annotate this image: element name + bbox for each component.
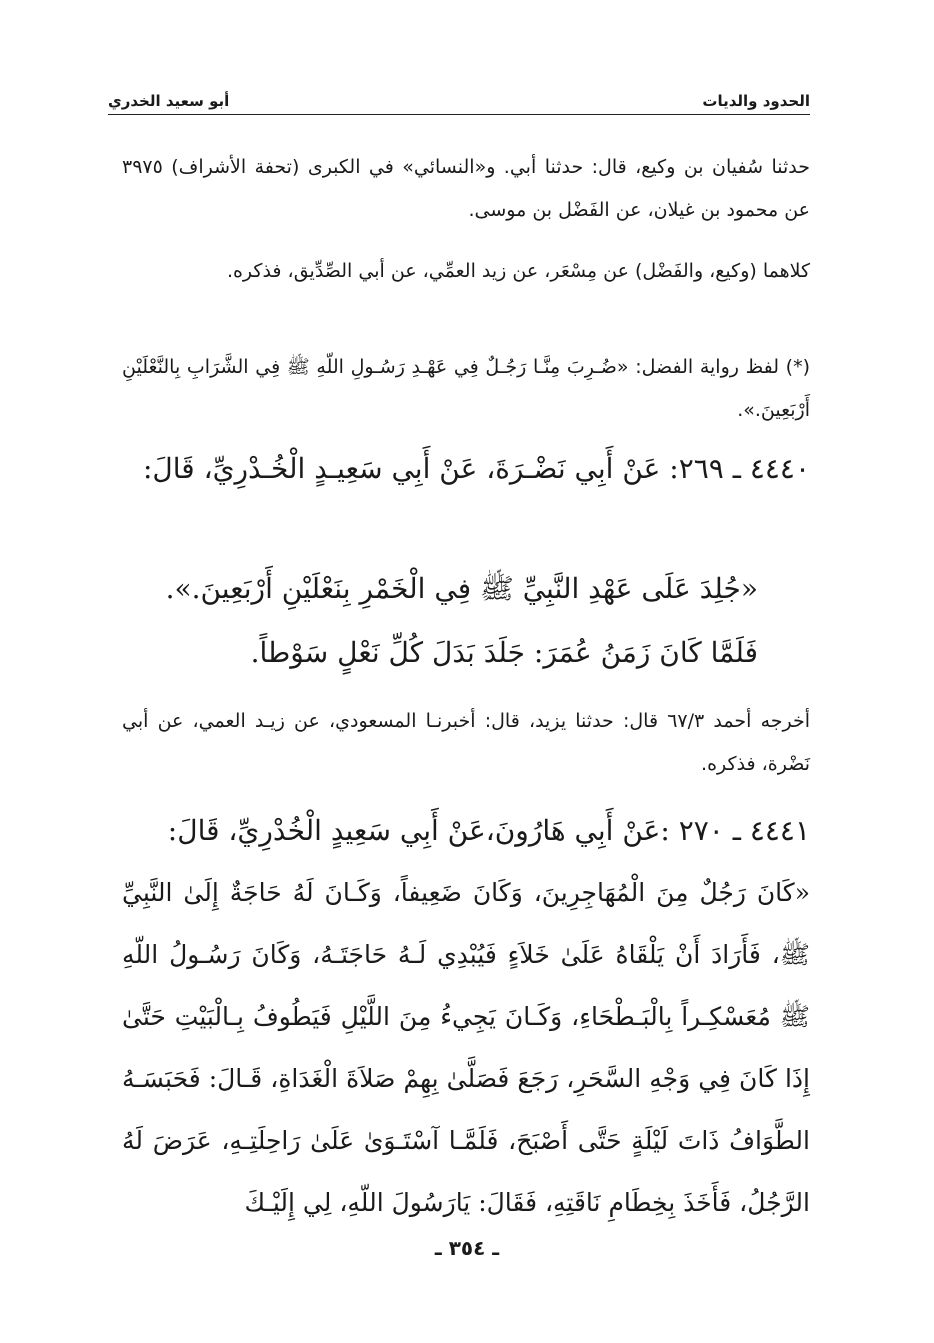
paragraph-takhrij-3: أخرجه أحمد ٦٧/٣ قال: حدثنا يزيد، قال: أخبرنـا المسعودي، عن زيـد العمي، عن أبي نَضْرة، فذكره. — [122, 710, 811, 775]
hadith-269-heading: ٤٤٤٠ ـ ٢٦٩: عَنْ أَبِي نَضْـرَةَ، عَنْ أَبِي سَعِيـدٍ الْخُـدْرِيِّ، قَالَ: — [142, 452, 810, 485]
hadith-270-heading: ٤٤٤١ ـ ٢٧٠ :عَنْ أَبِي هَارُونَ،عَنْ أَبِي سَعِيدٍ الْخُدْرِيِّ، قَالَ: — [167, 814, 810, 847]
running-header — [108, 88, 810, 115]
paragraph-takhrij-1: حدثنا سُفيان بن وكيع، قال: حدثنا أبي. و«النسائي» في الكبرى (تحفة الأشراف) ٣٩٧٥ عن محمود بن غيلان، عن الفَضْل بن موسى. — [122, 156, 810, 221]
paragraph-takhrij-2: كلاهما (وكيع، والفَضْل) عن مِسْعَر، عن زيد العمِّي، عن أبي الصِّدِّيق، فذكره. — [226, 260, 810, 282]
paragraph-note: (*) لفظ رواية الفضل: «ضُـرِبَ مِنَّـا رَجُـلٌ فِي عَهْـدِ رَسُـولِ اللّهِ ﷺ فِي الشَّرَابِ بِالنَّعْلَيْنِ أَرْبَعِينَ.». — [122, 356, 810, 421]
hadith-270-text: «كَانَ رَجُلٌ مِنَ الْمُهَاجِرِينَ، وَكَانَ ضَعِيفاً، وَكَـانَ لَهُ حَاجَةٌ إِلَىٰ النَّبِيِّ ﷺ، فَأَرَادَ أَنْ يَلْقَاهُ عَلَىٰ خَلاَءٍ فَيُبْدِي لَـهُ حَاجَتَـهُ، وَكَانَ رَسُـولُ اللّهِ ﷺ مُعَسْكِـراً بِالْبَـطْحَاءِ، وَكَـانَ يَجِيءُ مِنَ اللَّيْلِ فَيَطُوفُ بِـالْبَيْتِ حَتَّىٰ إِذَا كَانَ فِي وَجْهِ السَّحَرِ، رَجَعَ فَصَلَّىٰ بِهِمْ صَلاَةَ الْغَدَاةِ، قَـالَ: فَحَبَسَـهُ الطَّوَافُ ذَاتَ لَيْلَةٍ حَتَّى أَصْبَحَ، فَلَمَّـا آسْتَـوَىٰ عَلَىٰ رَاحِلَتِـهِ، عَرَضَ لَهُ الرَّجُلُ، فَأَخَذَ بِخِطَامِ نَاقَتِهِ، فَقَالَ: يَارَسُولَ اللّهِ، لِي إِلَيْـكَ — [122, 878, 810, 1217]
header-chapter-title: الحدود والديات — [696, 92, 810, 110]
hadith-269-text: «جُلِدَ عَلَى عَهْدِ النَّبِيِّ ﷺ فِي الْخَمْرِ بِنَعْلَيْنِ أَرْبَعِينَ.». — [165, 572, 758, 605]
page-number: ـ ٣٥٤ ـ — [434, 1236, 500, 1260]
header-companion-name: أبو سعيد الخدري — [108, 92, 235, 110]
hadith-269-continuation: فَلَمَّا كَانَ زَمَنُ عُمَرَ: جَلَدَ بَدَلَ كُلِّ نَعْلٍ سَوْطاً. — [250, 636, 758, 669]
